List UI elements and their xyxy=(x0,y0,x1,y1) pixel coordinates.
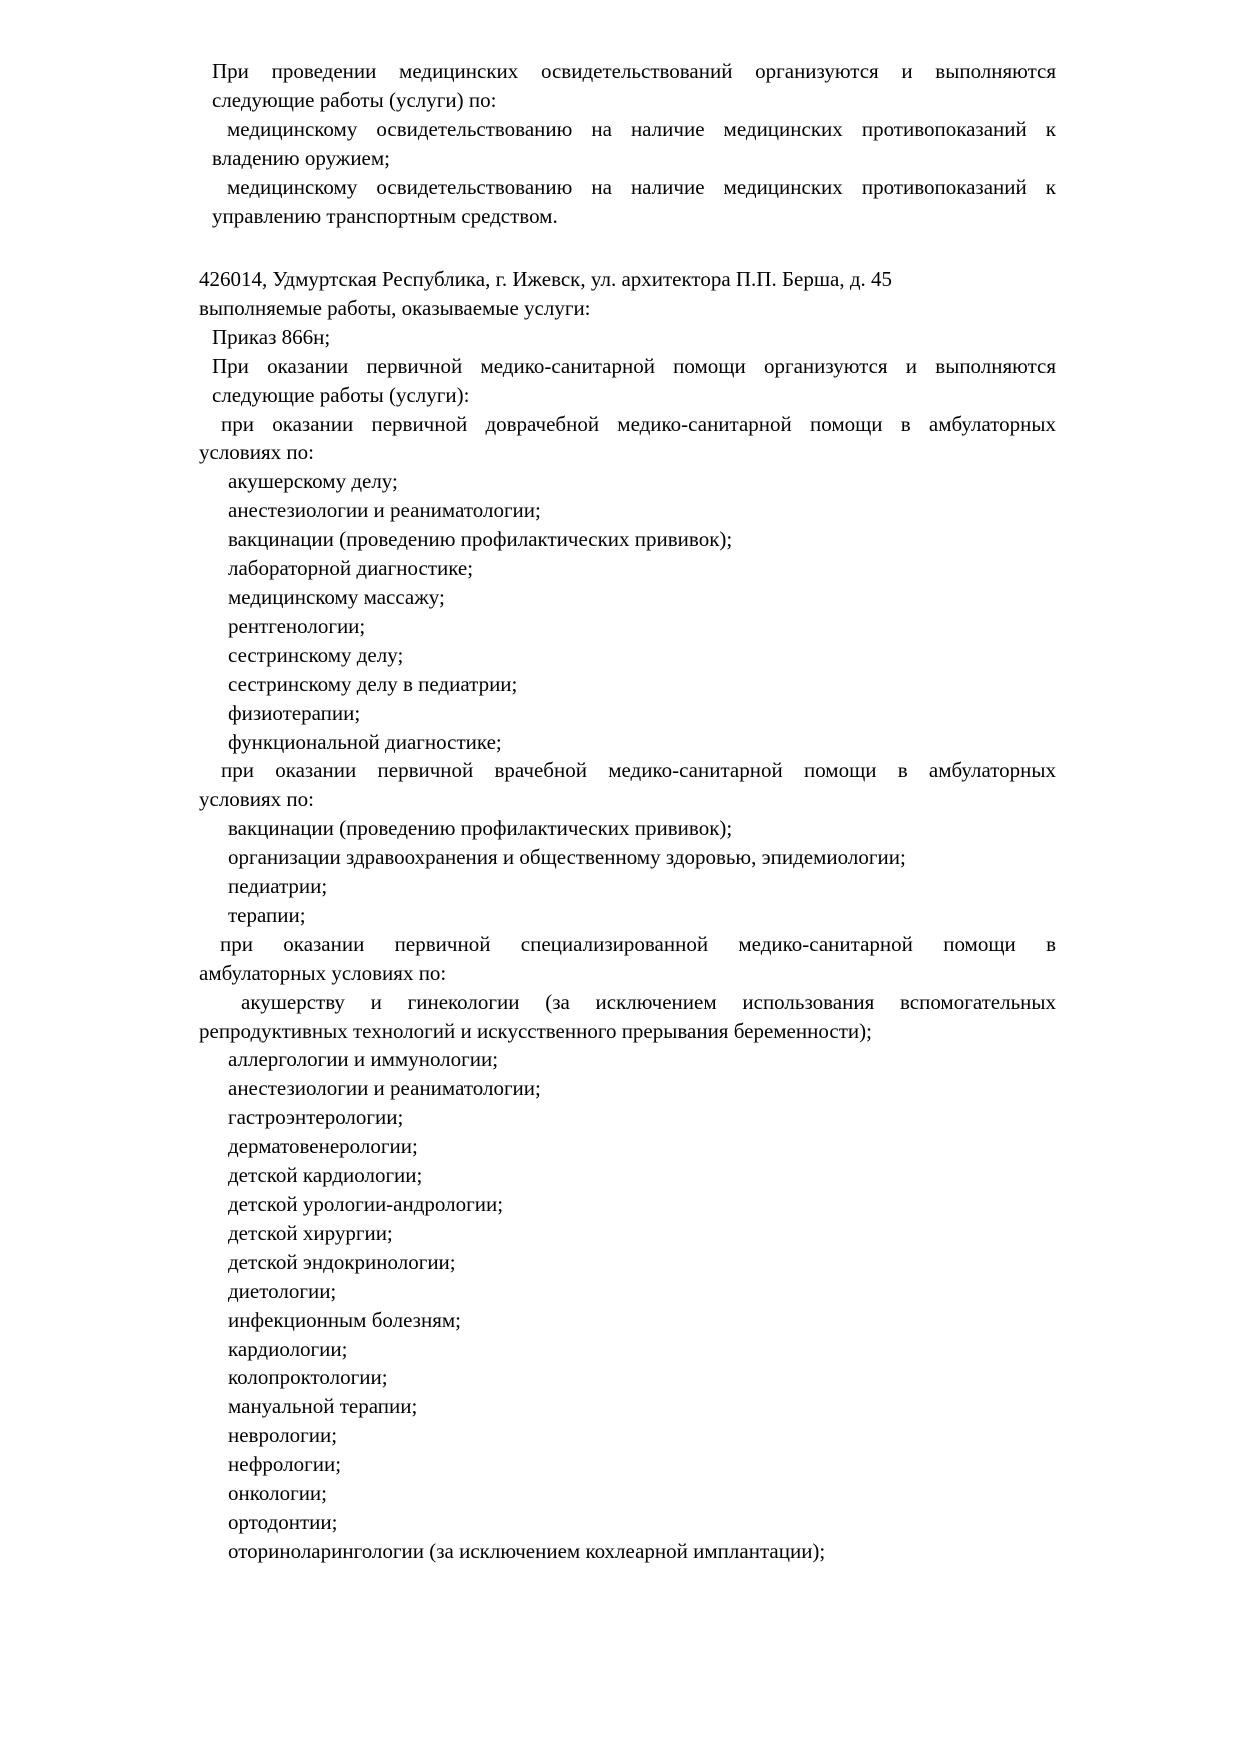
text-line: онкологии; xyxy=(228,1481,328,1506)
text-line: организации здравоохранения и общественному здоровью, эпидемиологии; xyxy=(228,845,906,870)
text-line: 426014, Удмуртская Республика, г. Ижевск, ул. архитектора П.П. Берша, д. 45 xyxy=(199,267,893,291)
text-line: выполняемые работы, оказываемые услуги: xyxy=(199,295,591,320)
text-line: диетологии; xyxy=(228,1278,337,1303)
text-line: акушерскому делу; xyxy=(228,469,398,494)
text-line: следующие работы (услуги) по: xyxy=(212,87,497,112)
text-line: нефрологии; xyxy=(228,1452,342,1477)
text-line: при оказании первичной доврачебной медико-санитарной помощи в амбулаторных xyxy=(221,411,1056,436)
section-medical-examinations xyxy=(199,57,1056,230)
text-line: условиях по: xyxy=(199,440,314,465)
text-line: вакцинации (проведению профилактических прививок); xyxy=(228,527,733,552)
text-line: инфекционным болезням; xyxy=(228,1307,461,1332)
text-line: условиях по: xyxy=(199,787,314,812)
text-line: управлению транспортным средством. xyxy=(212,203,558,228)
text-line: терапии; xyxy=(228,902,306,927)
text-line: Приказ 866н; xyxy=(212,324,331,349)
text-line: ортодонтии; xyxy=(228,1509,338,1534)
text-line: оториноларингологии (за исключением кохлеарной имплантации); xyxy=(228,1538,826,1563)
text-line: физиотерапии; xyxy=(228,700,361,725)
text-line: анестезиологии и реаниматологии; xyxy=(228,498,541,523)
text-line: детской эндокринологии; xyxy=(228,1249,456,1274)
text-line: гастроэнтерологии; xyxy=(228,1105,404,1130)
text-line: следующие работы (услуги): xyxy=(212,382,470,407)
text-line: функциональной диагностике; xyxy=(228,729,502,754)
text-line: акушерству и гинекологии (за исключением использования вспомогательных xyxy=(241,989,1056,1014)
text-line: сестринскому делу; xyxy=(228,642,404,667)
text-line: медицинскому освидетельствованию на наличие медицинских противопоказаний к xyxy=(227,116,1056,141)
text-line: анестезиологии и реаниматологии; xyxy=(228,1076,541,1101)
text-line: сестринскому делу в педиатрии; xyxy=(228,671,518,696)
text-line: медицинскому массажу; xyxy=(228,584,445,609)
text-line: педиатрии; xyxy=(228,874,328,899)
text-line: мануальной терапии; xyxy=(228,1394,418,1419)
text-line: рентгенологии; xyxy=(228,613,366,638)
text-line: При оказании первичной медико-санитарной помощи организуются и выполняются xyxy=(212,353,1056,378)
text-line: неврологии; xyxy=(228,1423,338,1448)
text-line: колопроктологии; xyxy=(228,1365,388,1390)
text-line: кардиологии; xyxy=(228,1336,348,1361)
text-line: детской урологии-андрологии; xyxy=(228,1192,504,1216)
text-line: при оказании первичной врачебной медико-санитарной помощи в амбулаторных xyxy=(221,758,1056,783)
text-line: владению оружием; xyxy=(212,145,390,170)
text-line: медицинскому освидетельствованию на наличие медицинских противопоказаний к xyxy=(227,174,1056,199)
text-line: репродуктивных технологий и искусственного прерывания беременности); xyxy=(199,1018,872,1043)
text-line: детской кардиологии; xyxy=(228,1163,423,1188)
text-line: при оказании первичной специализированной медико-санитарной помощи в xyxy=(220,931,1056,956)
text-line: При проведении медицинских освидетельствований организуются и выполняются xyxy=(212,59,1056,83)
section-branch-bersha-45 xyxy=(199,265,1056,1566)
text-line: лабораторной диагностике; xyxy=(228,556,474,581)
text-line: аллергологии и иммунологии; xyxy=(228,1047,499,1072)
text-line: амбулаторных условиях по: xyxy=(199,960,447,985)
text-line: дерматовенерологии; xyxy=(228,1134,418,1159)
text-line: детской хирургии; xyxy=(228,1220,393,1245)
text-line: вакцинации (проведению профилактических прививок); xyxy=(228,816,733,841)
